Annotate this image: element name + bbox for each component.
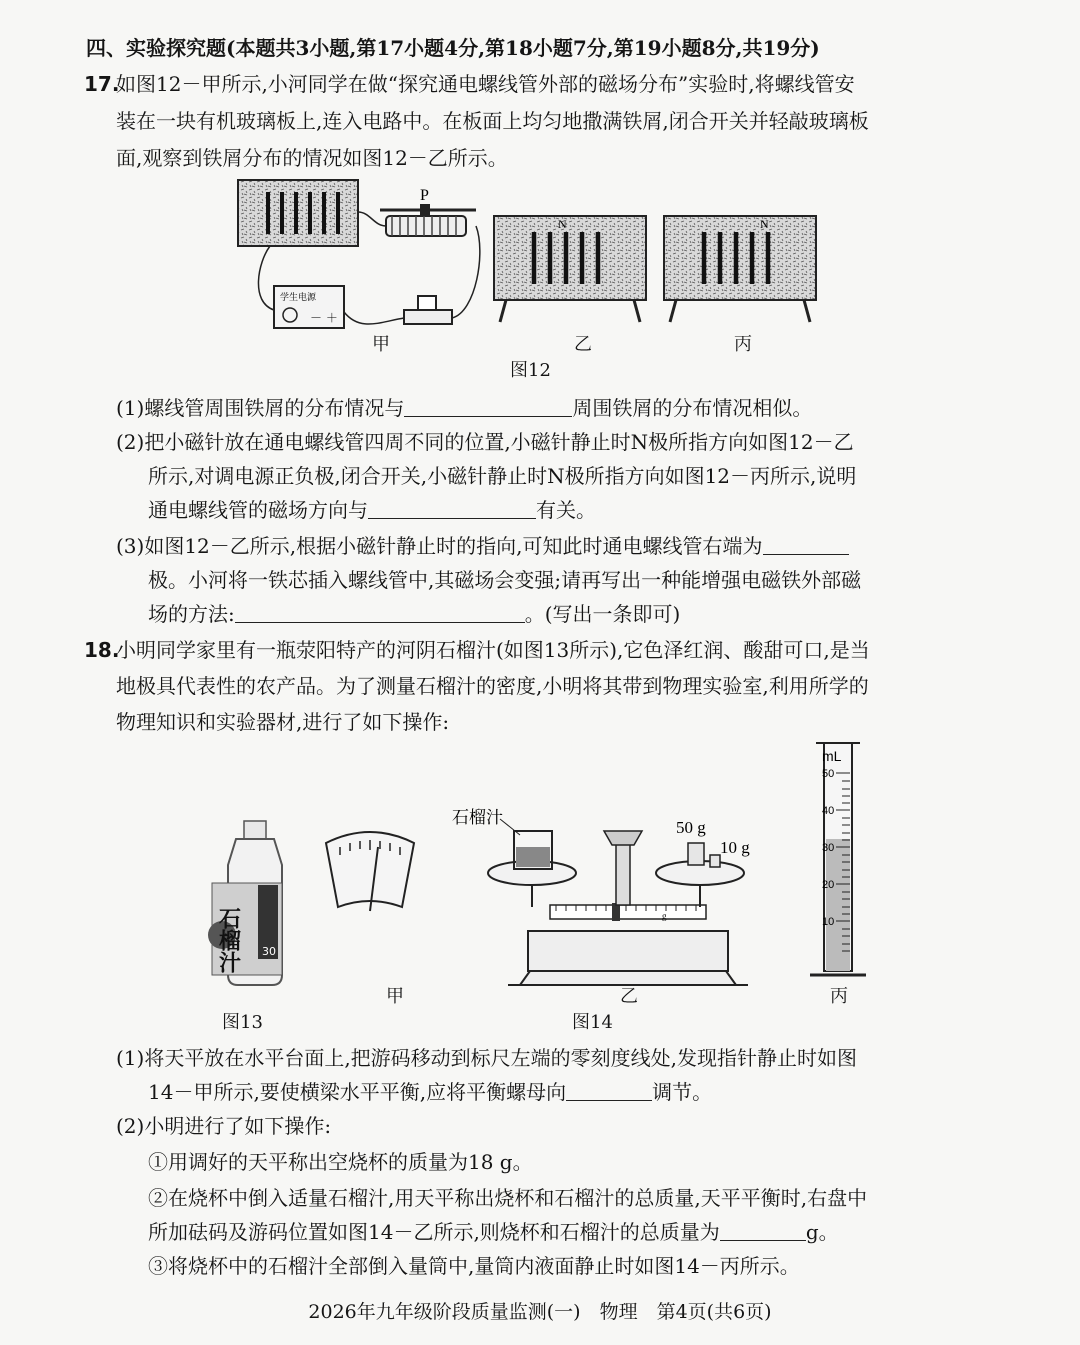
- rheostat: [380, 187, 476, 236]
- q17-sub2-text-a: 通电螺线管的磁场方向与: [148, 498, 368, 522]
- cyl-tick-20: 20: [822, 879, 835, 891]
- switch: [404, 296, 452, 324]
- q18-sub1-text-a: 14－甲所示,要使横梁水平平衡,应将平衡螺母向: [148, 1080, 567, 1104]
- cyl-tick-30: 30: [822, 842, 835, 854]
- q17-sub2-text-b: 有关。: [536, 498, 596, 522]
- q17-sub3-text-1: (3)如图12－乙所示,根据小磁针静止时的指向,可知此时通电螺线管右端为: [116, 534, 763, 558]
- q17-sub2-line2: 所示,对调电源正负极,闭合开关,小磁针静止时N极所指方向如图12－丙所示,说明: [148, 464, 857, 488]
- fig12-label-jia: 甲: [372, 334, 390, 355]
- mass-10-label: 10 g: [720, 838, 750, 857]
- q18-sub2-step2-line2: [148, 1218, 839, 1246]
- solenoid-board-yi: [494, 216, 646, 322]
- graduated-cylinder: [810, 743, 866, 975]
- q18-sub2-step3: ③将烧杯中的石榴汁全部倒入量筒中,量筒内液面静止时如图14－丙所示。: [148, 1254, 800, 1278]
- q17-sub2-line3: [148, 496, 596, 524]
- q17-sub3-line1: [116, 532, 849, 560]
- fig12-label-bing: 丙: [734, 334, 752, 355]
- weight-10g: [710, 855, 720, 867]
- weight-50g: [688, 843, 704, 865]
- q17-sub3-blank-pole[interactable]: [763, 534, 849, 555]
- fig14-label-jia: 甲: [386, 986, 404, 1007]
- bottle-badge: 30: [262, 945, 276, 958]
- q17-sub3-text-b: 。(写出一条即可): [524, 602, 681, 626]
- q17-sub3-line3: [148, 600, 680, 628]
- q17-sub3-line2: 极。小河将一铁芯插入螺线管中,其磁场会变强;请再写出一种能增强电磁铁外部磁: [148, 568, 862, 592]
- q18-stem-2: 地极具代表性的农产品。为了测量石榴汁的密度,小明将其带到物理实验室,利用所学的: [116, 674, 869, 698]
- q18-sub2-intro: (2)小明进行了如下操作:: [116, 1114, 332, 1138]
- cyl-unit: mL: [822, 748, 842, 764]
- q17-stem-1: 如图12－甲所示,小河同学在做“探究通电螺线管外部的磁场分布”实验时,将螺线管安: [116, 72, 855, 96]
- cyl-tick-40: 40: [822, 805, 835, 817]
- q18-sub2-text-c: g。: [805, 1220, 839, 1244]
- q18-stem-1: 小明同学家里有一瓶荥阳特产的河阴石榴汁(如图13所示),它色泽红润、酸甜可口,是当: [116, 638, 870, 662]
- power-supply: [274, 286, 344, 328]
- page-footer: 2026年九年级阶段质量监测(一) 物理 第4页(共6页): [308, 1301, 772, 1323]
- q17-sub1-text-a: (1)螺线管周围铁屑的分布情况与: [116, 396, 405, 420]
- cyl-tick-50: 50: [822, 768, 835, 780]
- power-terminals: － ＋: [310, 311, 338, 325]
- q18-sub1-text-b: 调节。: [652, 1080, 713, 1104]
- q18-sub2-blank[interactable]: [720, 1220, 806, 1241]
- q17-sub1-blank[interactable]: [404, 396, 572, 417]
- fig12-label-yi: 乙: [574, 334, 592, 355]
- figure-13-14: [0, 735, 1080, 1035]
- solenoid-board-bing: [664, 216, 816, 322]
- fig14-label-yi: 乙: [620, 986, 638, 1007]
- q17-sub3-text-a: 场的方法:: [148, 602, 235, 626]
- power-supply-label: 学生电源: [280, 293, 317, 303]
- q18-sub2-text-b: 所加砝码及游码位置如图14－乙所示,则烧杯和石榴汁的总质量为: [148, 1220, 720, 1244]
- mass-50-label: 50 g: [676, 818, 706, 837]
- rider-unit: g: [662, 911, 667, 921]
- q17-sub2-blank[interactable]: [368, 498, 536, 519]
- q18-sub2-step2-line1: ②在烧杯中倒入适量石榴汁,用天平称出烧杯和石榴汁的总质量,天平平衡时,右盘中: [148, 1186, 868, 1210]
- slider-p-label: P: [420, 187, 429, 204]
- q17-sub3-blank-method[interactable]: [235, 602, 525, 623]
- q17-stem-2: 装在一块有机玻璃板上,连入电路中。在板面上均匀地撒满铁屑,闭合开关并轻敲玻璃板: [116, 109, 869, 133]
- q17-sub2-line1: (2)把小磁针放在通电螺线管四周不同的位置,小磁针静止时N极所指方向如图12－乙: [116, 430, 854, 454]
- q17-stem-3: 面,观察到铁屑分布的情况如图12－乙所示。: [116, 146, 508, 170]
- q18-number: 18.: [84, 638, 120, 662]
- beam-scale: [550, 905, 706, 919]
- needle-n-label-bing: N: [760, 217, 769, 231]
- q18-sub1-blank[interactable]: [566, 1080, 652, 1101]
- q18-sub1-line1: (1)将天平放在水平台面上,把游码移动到标尺左端的零刻度线处,发现指针静止时如图: [116, 1046, 858, 1070]
- q17-sub1-text-b: 周围铁屑的分布情况相似。: [572, 396, 813, 420]
- cyl-tick-10: 10: [822, 916, 835, 928]
- q18-sub2-step1: ①用调好的天平称出空烧杯的质量为18 g。: [148, 1150, 533, 1174]
- bottle-text-1: 石榴汁: [215, 907, 241, 973]
- needle-n-label-yi: N: [558, 217, 567, 231]
- q18-stem-3: 物理知识和实验器材,进行了如下操作:: [116, 710, 450, 734]
- q18-sub1-line2: [148, 1078, 712, 1106]
- fig14-label-bing: 丙: [830, 986, 848, 1007]
- fig12-caption: 图12: [510, 360, 551, 381]
- fig13-caption: 图13: [222, 1012, 263, 1033]
- q17-sub1: [116, 394, 812, 422]
- solenoid-board-jia: [238, 180, 358, 246]
- juice-bottle: [208, 821, 282, 985]
- q17-number: 17.: [84, 72, 120, 96]
- section-title: 四、实验探究题(本题共3小题,第17小题4分,第18小题7分,第19小题8分,共19分): [86, 36, 820, 60]
- juice-label: 石榴汁: [452, 808, 503, 828]
- fig14-caption: 图14: [572, 1012, 613, 1033]
- pointer-scale: [326, 832, 414, 911]
- balance: [452, 808, 750, 985]
